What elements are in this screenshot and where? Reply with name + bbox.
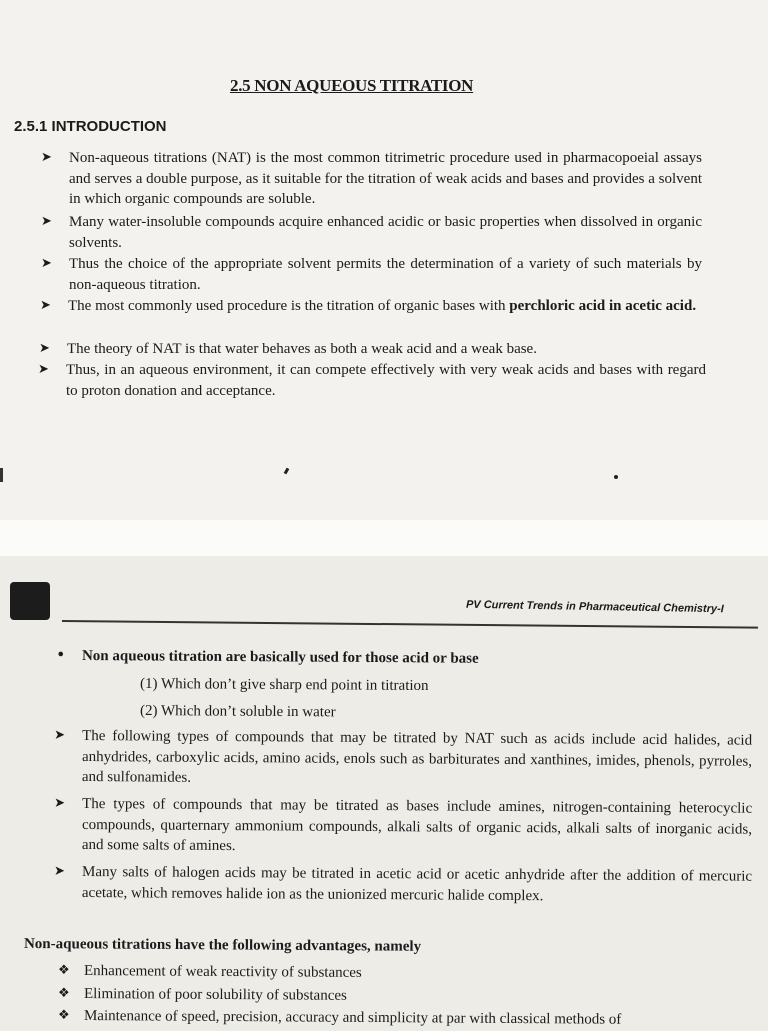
list-item: ➤ The types of compounds that may be titrated as bases include amines, nitrogen-containing heterocyclic compounds, quarternary ammonium compounds, alkali salts of organic acids, alkali salts of inorganic acids, and some salts of amines. — [54, 795, 753, 855]
arrow-bullet-icon: ➤ — [40, 298, 51, 313]
list-item: ➤ Thus, in an aqueous environment, it can compete effectively with very weak acids and bases with regard to proton donation and acceptance. — [38, 362, 706, 399]
list-item: ➤ Thus the choice of the appropriate solvent permits the determination of a variety of such materials by non-aqueous titration. — [41, 256, 702, 293]
arrow-bullet-icon: ➤ — [54, 863, 66, 879]
list-item: ➤ Many water-insoluble compounds acquire enhanced acidic or basic properties when dissolved in organic solvents. — [41, 214, 702, 251]
arrow-bullet-icon: ➤ — [41, 150, 52, 165]
diamond-bullet-icon: ❖ — [57, 985, 70, 1001]
list-item: ➤ Non-aqueous titrations (NAT) is the most common titrimetric procedure used in pharmacopoeial assays and serves a double purpose, as it suitable for the titration of weak acids and bases and provides a solvent in which organic compounds are soluble. — [41, 150, 702, 207]
list-item: ❖ Elimination of poor solubility of substances — [57, 985, 347, 1004]
sub-item: (1) Which don’t give sharp end point in titration — [139, 676, 429, 695]
section-heading: 2.5.1 INTRODUCTION — [14, 118, 167, 135]
arrow-bullet-icon: ➤ — [38, 362, 49, 377]
arrow-bullet-icon: ➤ — [39, 341, 50, 356]
diamond-bullet-icon: ❖ — [57, 1007, 70, 1023]
arrow-bullet-icon: ➤ — [41, 214, 52, 229]
list-item: ➤ The following types of compounds that may be titrated by NAT such as acids include acid halides, acid anhydrides, carboxylic acids, amino acids, enols such as barbiturates and xanthines, imides, phenols, pyrroles, and sulfonamides. — [54, 727, 753, 786]
list-item: ❖ Maintenance of speed, precision, accuracy and simplicity at par with classical methods of — [57, 1007, 622, 1028]
list-item: ➤ The most commonly used procedure is the titration of organic bases with perchloric acid in acetic acid. — [68, 296, 708, 317]
sub-item: (2) Which don’t soluble in water — [139, 703, 336, 721]
diamond-bullet-icon: ❖ — [57, 962, 70, 978]
running-header: PV Current Trends in Pharmaceutical Chemistry-I — [465, 598, 724, 616]
dot-bullet-icon: • — [55, 644, 66, 664]
list-item: ➤ The theory of NAT is that water behaves as both a weak acid and a weak base. — [67, 339, 707, 360]
advantages-heading: Non-aqueous titrations have the following advantages, namely — [23, 936, 422, 955]
list-item: • Non aqueous titration are basically used for those acid or base — [55, 644, 479, 667]
arrow-bullet-icon: ➤ — [54, 727, 66, 743]
list-item: ➤ Many salts of halogen acids may be titrated in acetic acid or acetic anhydride after the addition of mercuric acetate, which removes halide ion as the unionized mercuric halide complex. — [54, 863, 753, 904]
list-item: ❖ Enhancement of weak reactivity of substances — [57, 962, 362, 981]
page-title: 2.5 NON AQUEOUS TITRATION — [230, 76, 474, 95]
arrow-bullet-icon: ➤ — [41, 256, 52, 271]
arrow-bullet-icon: ➤ — [54, 795, 66, 811]
